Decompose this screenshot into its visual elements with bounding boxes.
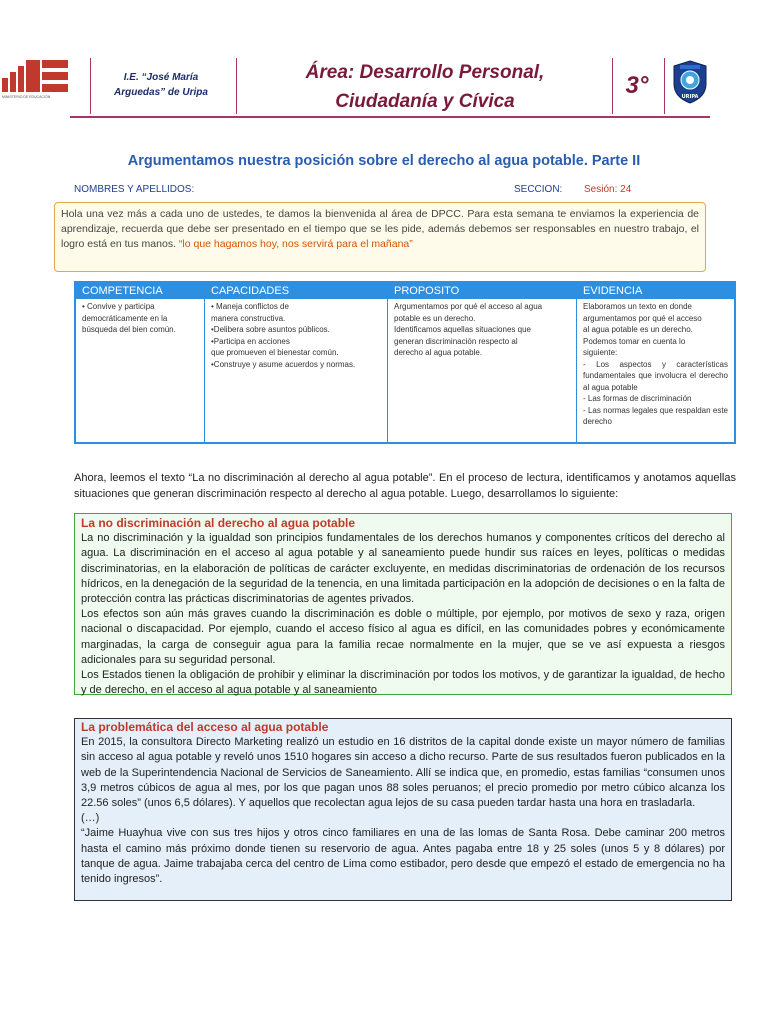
intro-paragraph: Ahora, leemos el texto “La no discriminación al derecho al agua potable”. En el proceso de lectura, identificamos y anotamos aquellas situaciones que generan discriminación respecto al derecho al agua potable. Luego, desarrollamos lo siguiente: <box>74 472 736 500</box>
table-cell-line: Argumentamos por qué el acceso al agua <box>394 302 543 311</box>
page-title: Argumentamos nuestra posición sobre el derecho al agua potable. Parte II <box>127 153 641 169</box>
school-name-line2: Arguedas” de Uripa <box>114 87 208 98</box>
reading-box-access <box>74 718 732 901</box>
table-header: COMPETENCIA <box>76 283 204 299</box>
table-header: EVIDENCIA <box>577 283 734 299</box>
section-field-label: SECCION: <box>514 184 563 195</box>
table-header: CAPACIDADES <box>205 283 387 299</box>
box-paragraph: En 2015, la consultora Directo Marketing realizó un estudio en 16 distritos de la capital donde existe un mayor número de familias sin acceso al agua potable y reveló unos 1510 hogares sin acceso a dicho recurso. Parte de sus resultados fueron publicados en la web de la Superintendencia Nacional de Servicios de Saneamiento. Allí se indica que, en promedio, estas familias “consumen unos 3,9 metros cúbicos de agua al mes, por los que pagan unos 88 soles peruanos; el precio promedio por metro cúbico alcanza los 22.56 soles” (unos 6,5 dólares). Y aquellos que recolectan agua lejos de su casa pueden tardar hasta una hora en trasladarla. <box>81 736 725 810</box>
table-cell-line: que promueven el bienestar común. <box>211 348 339 357</box>
box-title: La no discriminación al derecho al agua potable <box>81 516 356 530</box>
table-cell-line: •Construye y asume acuerdos y normas. <box>211 359 356 369</box>
table-cell-line: argumentamos por qué el acceso <box>583 313 702 323</box>
header-divider <box>236 58 237 114</box>
table-cell-line: Podemos tomar en cuenta lo <box>583 336 686 346</box>
table-cell-line: derecho al agua potable. <box>394 348 483 357</box>
welcome-box <box>54 202 706 272</box>
school-name-line1: I.E. “José María <box>123 72 199 83</box>
box-paragraph: La no discriminación y la igualdad son principios fundamentales de los derechos humanos y componentes críticos del derecho al agua. La discriminación en el acceso al agua potable y al saneamiento puede hundir sus raíces en leyes, políticas o medidas discriminatorias, en la elaboración de políticas de carácter excluyente, en medidas discriminatorias de ordenación de los recursos hídricos, en la denegación de la seguridad de la tenencia, en una limitada participación en la adopción de decisiones o en la falta de protección contra las prácticas discriminatorias de agentes privados. <box>81 532 725 606</box>
header-divider <box>90 58 91 114</box>
table-header: PROPOSITO <box>388 283 576 299</box>
area-title <box>240 58 610 116</box>
box-paragraph: Los efectos son aún más graves cuando la discriminación es doble o múltiple, por ejemplo, por motivos de sexo y raza, origen nacional o discapacidad. Por ejemplo, cuando el acceso físico al agua es difícil, en las comunidades pobres y económicamente marginadas, la carga de conseguir agua para la familia recae normalmente en la mujer, que se ve así expuesta a riesgos adicionales para su seguridad personal. <box>81 608 725 666</box>
area-title-line1: Área: Desarrollo Personal, <box>305 62 545 83</box>
welcome-quote: “lo que hagamos hoy, nos servirá para el mañana” <box>178 238 413 250</box>
table-cell-line: democráticamente en la <box>82 313 168 323</box>
table-cell-line: potable es un derecho. <box>394 313 476 323</box>
names-field-label: NOMBRES Y APELLIDOS: <box>74 184 195 195</box>
col-capacidades <box>205 283 388 442</box>
box-paragraph: “Jaime Huayhua vive con sus tres hijos y otros cinco familiares en una de las lomas de Santa Rosa. Debe caminar 200 metros hasta el camino más próximo donde tienen su reservorio de agua. Antes pagaba entre 18 y 25 soles (unos 5 y 8 dólares) por tanque de agua. Jaime trabajaba cerca del centro de Lima como estibador, pero desde que empezó el estado de emergencia no ha tenido ingresos”. <box>81 827 725 886</box>
table-cell-line: •Participa en acciones <box>211 336 290 346</box>
grade-label: 3° <box>625 72 649 99</box>
table-cell-line: • Maneja conflictos de <box>211 302 289 311</box>
table-cell-line: - Los aspectos y características fundamentales que involucra el derecho al agua potable <box>583 359 728 392</box>
table-cell-line: - Las formas de discriminación <box>583 394 692 403</box>
table-cell-line: al agua potable es un derecho. <box>583 325 693 334</box>
box-paragraph: Los Estados tienen la obligación de prohibir y eliminar la discriminación por todos los motivos, y de garantizar la igualdad, de hecho y de derecho, en el acceso al agua potable y al saneamiento <box>81 669 725 697</box>
table-cell-line: - Las normas legales que respaldan este derecho <box>583 405 728 426</box>
table-cell-line: generan discriminación respecto al <box>394 336 518 346</box>
session-label: Sesión: 24 <box>584 184 632 195</box>
welcome-text: Hola una vez más a cada uno de ustedes, te damos la bienvenida al área de DPCC. Para esta semana te enviamos la experiencia de aprendizaje, recuerda que debe ser presentado en el tiempo que se les pide, además debemos ser responsables en nuestro trabajo, el logro está en tus manos. <box>61 208 699 250</box>
table-cell-line: Elaboramos un texto en donde <box>583 302 692 311</box>
area-title-line2: Ciudadanía y Cívica <box>335 91 515 112</box>
table-cell-line: siguiente: <box>583 348 618 357</box>
logo-caption: MINISTERIO DE EDUCACIÓN <box>2 95 51 99</box>
header-divider <box>664 58 665 114</box>
col-competencia <box>76 283 205 442</box>
school-crest-icon <box>672 60 708 104</box>
box-title: La problemática del acceso al agua potable <box>81 720 329 734</box>
table-cell-line: manera constructiva. <box>211 313 286 323</box>
competency-table <box>74 281 736 444</box>
table-cell-line: búsqueda del bien común. <box>82 325 176 334</box>
reading-box-discrimination <box>74 513 732 695</box>
school-name <box>92 70 230 100</box>
box-paragraph: (…) <box>81 812 100 825</box>
table-cell-line: •Delibera sobre asuntos públicos. <box>211 325 330 334</box>
col-proposito <box>388 283 577 442</box>
col-evidencia <box>577 283 734 442</box>
table-cell-line: Identificamos aquellas situaciones que <box>394 325 531 334</box>
table-cell-line: • Convive y participa <box>82 302 155 311</box>
crest-text: URIPA <box>681 94 699 100</box>
